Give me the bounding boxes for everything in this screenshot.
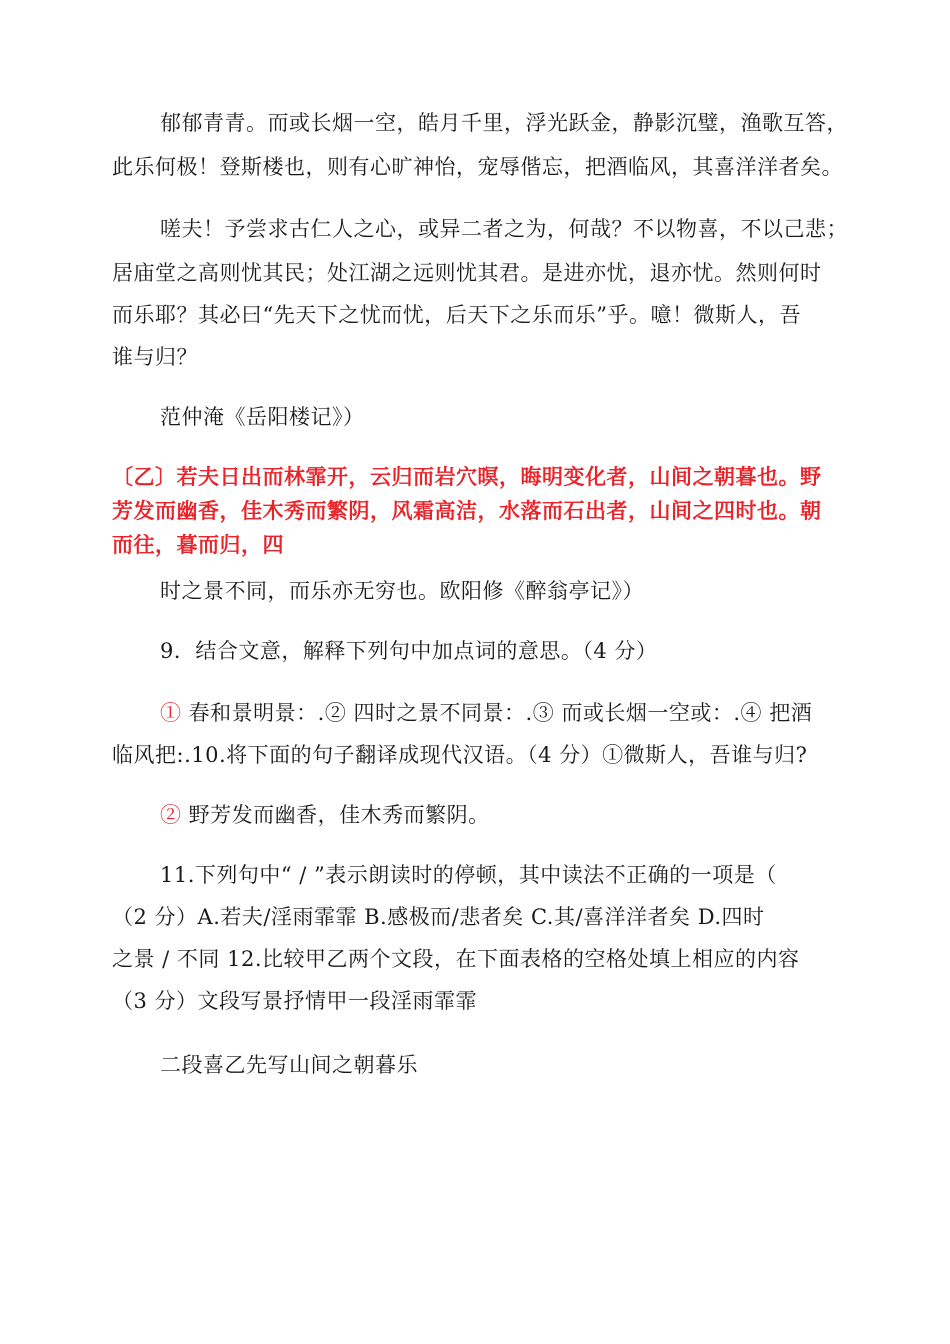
item-marker: ② <box>160 803 182 827</box>
yi-passage-line: 芳发而幽香，佳木秀而繁阴，风霜高洁，水落而石出者，山间之四时也。朝 <box>112 499 822 523</box>
item-text: 野芳发而幽香，佳木秀而繁阴。 <box>181 803 490 827</box>
question-11: 11.下列句中“ / ”表示朗读时的停顿，其中读法不正确的一项是（ <box>160 863 777 887</box>
source-citation: 范仲淹《岳阳楼记》） <box>160 405 365 429</box>
source-citation: 时之景不同，而乐亦无穷也。欧阳修《醉翁亭记》） <box>160 579 644 603</box>
text-line: 居庙堂之高则忧其民；处江湖之远则忧其君。是进亦忧，退亦忧。然则何时 <box>112 261 822 285</box>
item-marker: ① <box>160 701 182 725</box>
item-text: 春和景明景：.② 四时之景不同景：.③ 而或长烟一空或：.④ 把酒 <box>181 701 813 725</box>
text-line: 嗟夫！予尝求古仁人之心，或异二者之为，何哉？不以物喜，不以己悲； <box>160 217 848 241</box>
question-12-table-row: （3 分）文段写景抒情甲一段淫雨霏霏 <box>112 989 478 1013</box>
question-11-options: （2 分）A.若夫/淫雨霏霏 B.感极而/悲者矣 C.其/喜洋洋者矣 D.四时 <box>112 905 765 929</box>
text-line: 而乐耶？其必曰“先天下之忧而忧，后天下之乐而乐”乎。噫！微斯人，吾 <box>112 303 801 327</box>
yi-passage-line: 而往，暮而归，四 <box>112 533 284 557</box>
question-9: 9．结合文意，解释下列句中加点词的意思。（4 分） <box>160 639 658 663</box>
question-9-items <box>160 698 812 728</box>
yi-passage-line: 〔乙〕若夫日出而林霏开，云归而岩穴暝，晦明变化者，山间之朝暮也。野 <box>112 465 822 489</box>
text-line: 此乐何极！登斯楼也，则有心旷神怡，宠辱偕忘，把酒临风，其喜洋洋者矣。 <box>112 155 843 179</box>
question-12: 之景 / 不同 12.比较甲乙两个文段，在下面表格的空格处填上相应的内容 <box>112 947 800 971</box>
text-line: 郁郁青青。而或长烟一空，皓月千里，浮光跃金，静影沉璧，渔歌互答， <box>160 111 848 135</box>
question-12-table-row: 二段喜乙先写山间之朝暮乐 <box>160 1053 418 1077</box>
text-line: 谁与归？ <box>112 345 198 369</box>
question-10-item-2 <box>160 800 490 830</box>
question-10: 临风把:.10.将下面的句子翻译成现代汉语。（4 分）①微斯人，吾谁与归? <box>112 743 808 767</box>
